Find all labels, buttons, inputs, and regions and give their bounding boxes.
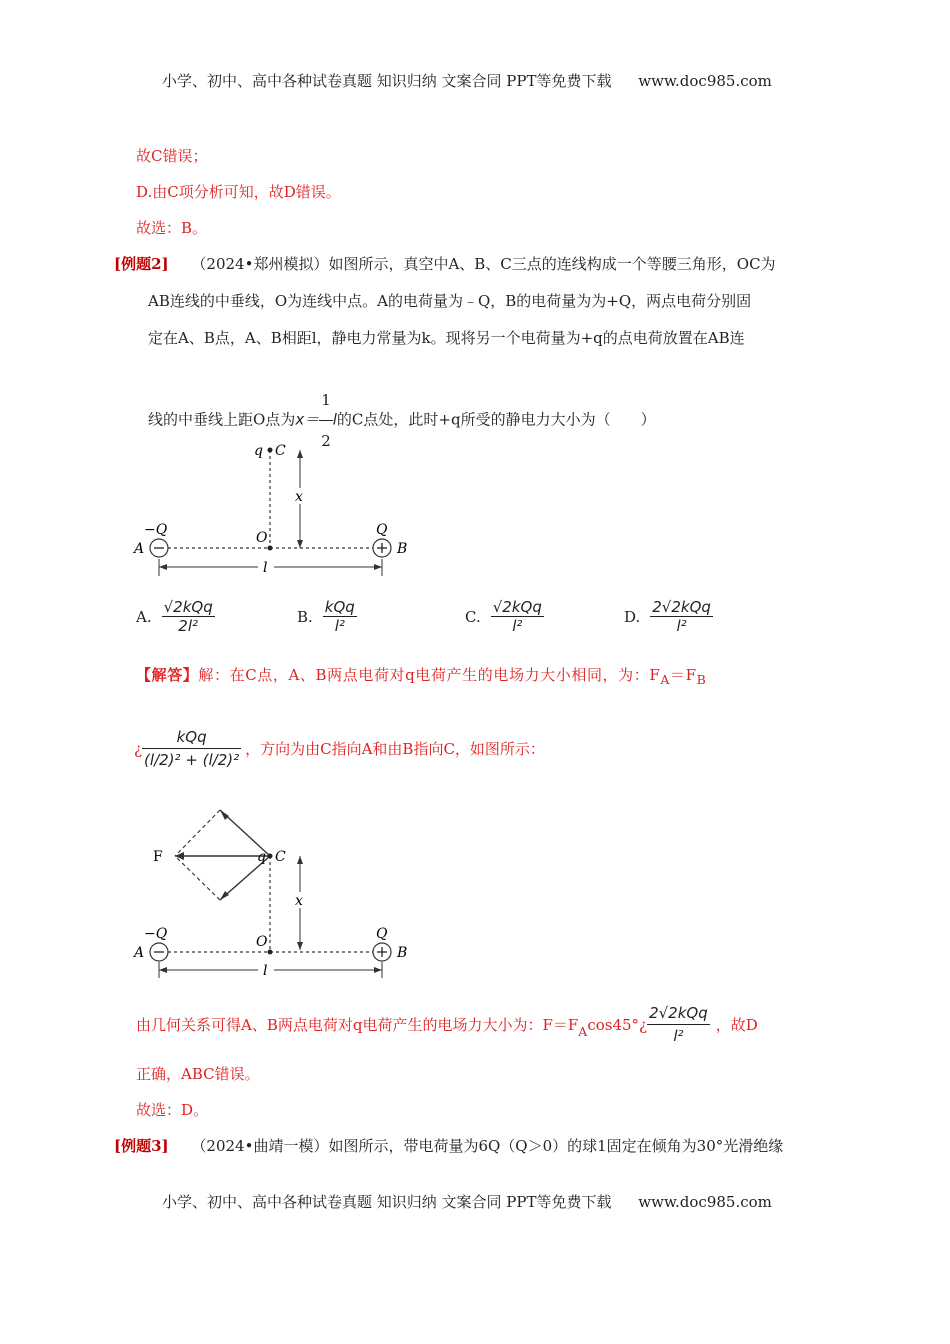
label-q: q xyxy=(257,849,266,865)
option-D-label: D. xyxy=(624,607,641,626)
force-fraction: $\frac{\text{kQq}}{\text{(l/2)² + (l/2)²}}$ xyxy=(144,728,240,769)
example2-x-var: x＝ xyxy=(295,410,320,429)
option-D[interactable] xyxy=(624,598,713,635)
example3-line1 xyxy=(114,1135,783,1157)
solution-tag: 【解答】 xyxy=(136,666,199,684)
option-B-label: B. xyxy=(297,607,313,626)
solution-line2-post: ，方向为由C指向A和由B指向C，如图所示： xyxy=(245,739,545,758)
point-O xyxy=(268,546,273,551)
solution-text1: 解：在C点，A、B两点电荷对q电荷产生的电场力大小相同，为：F xyxy=(198,666,661,684)
solution-line4: 正确，ABC错误。 xyxy=(136,1065,260,1083)
label-q: q xyxy=(254,443,263,459)
label-x: x xyxy=(295,489,303,505)
footer-url[interactable]: www.doc985.com xyxy=(638,1193,772,1211)
half-num: 1 xyxy=(321,391,331,409)
label-negQ: −Q xyxy=(144,926,168,942)
footer-text: 小学、初中、高中各种试卷真题 知识归纳 文案合同 PPT等免费下载 xyxy=(162,1193,612,1211)
solution-sub-B: B xyxy=(696,672,707,687)
solution-inv-q: ¿ xyxy=(134,739,143,758)
x-arrow-bottom xyxy=(297,540,303,548)
page-footer xyxy=(162,1191,772,1212)
header-text: 小学、初中、高中各种试卷真题 知识归纳 文案合同 PPT等免费下载 xyxy=(162,72,612,90)
figure1-diagram xyxy=(130,436,420,581)
result-fraction: $\frac{\text{2√2kQq}}{\text{l²}}$ xyxy=(649,1004,708,1045)
solution-line2 xyxy=(134,726,545,771)
point-O xyxy=(268,950,273,955)
solution-line5: 故选：D。 xyxy=(136,1101,209,1119)
solution-sub-A: A xyxy=(660,672,670,687)
example2-line3: 定在A、B点，A、B相距l，静电力常量为k。现将另一个电荷量为+q的点电荷放置在AB连 xyxy=(148,329,745,347)
label-B: B xyxy=(397,945,408,961)
option-A-label: A. xyxy=(136,607,152,626)
option-A[interactable] xyxy=(136,598,215,635)
label-negQ: −Q xyxy=(144,522,168,538)
option-B-fraction: $\frac{\text{kQq}}{\text{l²}}$ xyxy=(324,598,355,635)
point-C xyxy=(268,854,273,859)
label-O: O xyxy=(256,530,268,546)
figure2-diagram xyxy=(130,800,420,980)
label-Q: Q xyxy=(376,522,388,538)
point-C xyxy=(268,448,273,453)
solution-line3-pre: 由几何关系可得A、B两点电荷对q电荷产生的电场力大小为：F＝F xyxy=(136,1015,579,1034)
prev-answer-line1: 故C错误； xyxy=(136,147,208,165)
option-A-fraction: $\frac{\text{√2kQq}}{\text{2l²}}$ xyxy=(163,598,213,635)
solution-line3 xyxy=(136,1002,758,1047)
label-O: O xyxy=(256,934,268,950)
label-x: x xyxy=(295,893,303,909)
label-A: A xyxy=(134,945,145,961)
label-Q: Q xyxy=(376,926,388,942)
option-C[interactable] xyxy=(465,598,544,635)
option-C-label: C. xyxy=(465,607,481,626)
example2-l-var: l xyxy=(332,410,337,429)
solution-line3-inv: ¿ xyxy=(639,1015,648,1034)
solution-line3-sub: A xyxy=(578,1024,588,1039)
half-den: 2 xyxy=(321,432,331,450)
prev-answer-line2: D.由C项分析可知，故D错误。 xyxy=(136,183,341,201)
example2-line2: AB连线的中垂线，O为连线中点。A的电荷量为﹣Q，B的电荷量为为+Q，两点电荷分别固 xyxy=(148,292,752,310)
option-D-fraction: $\frac{\text{2√2kQq}}{\text{l²}}$ xyxy=(652,598,711,635)
header-url[interactable]: www.doc985.com xyxy=(638,72,772,90)
option-C-fraction: $\frac{\text{√2kQq}}{\text{l²}}$ xyxy=(492,598,542,635)
solution-line3-cos: cos45° xyxy=(587,1015,640,1034)
example3-tag: [例题3] xyxy=(114,1137,169,1155)
label-l: l xyxy=(263,560,268,576)
prev-answer-line3: 故选：B。 xyxy=(136,219,208,237)
example3-text1: （2024•曲靖一模）如图所示，带电荷量为6Q（Q＞0）的球1固定在倾角为30°光滑绝缘 xyxy=(191,1137,784,1155)
label-B: B xyxy=(397,541,408,557)
example2-line4-pre: 线的中垂线上距O点为 xyxy=(148,410,296,429)
option-B[interactable] xyxy=(297,598,357,635)
page-header xyxy=(162,70,772,91)
label-l: l xyxy=(263,963,268,979)
label-C: C xyxy=(275,849,286,865)
x-arrow-top xyxy=(297,450,303,458)
example2-text1: （2024•郑州模拟）如图所示，真空中A、B、C三点的连线构成一个等腰三角形，OC为 xyxy=(191,255,776,273)
label-C: C xyxy=(275,443,286,459)
example2-line1 xyxy=(114,253,776,275)
solution-eq: ＝F xyxy=(670,666,697,684)
example2-tag: [例题2] xyxy=(114,255,169,273)
example2-line4-post: 的C点处，此时+q所受的静电力大小为（ ） xyxy=(336,410,656,429)
label-F: F xyxy=(153,849,163,865)
solution-line1 xyxy=(136,664,706,691)
solution-line3-post: ，故D xyxy=(715,1015,758,1034)
label-A: A xyxy=(134,541,145,557)
